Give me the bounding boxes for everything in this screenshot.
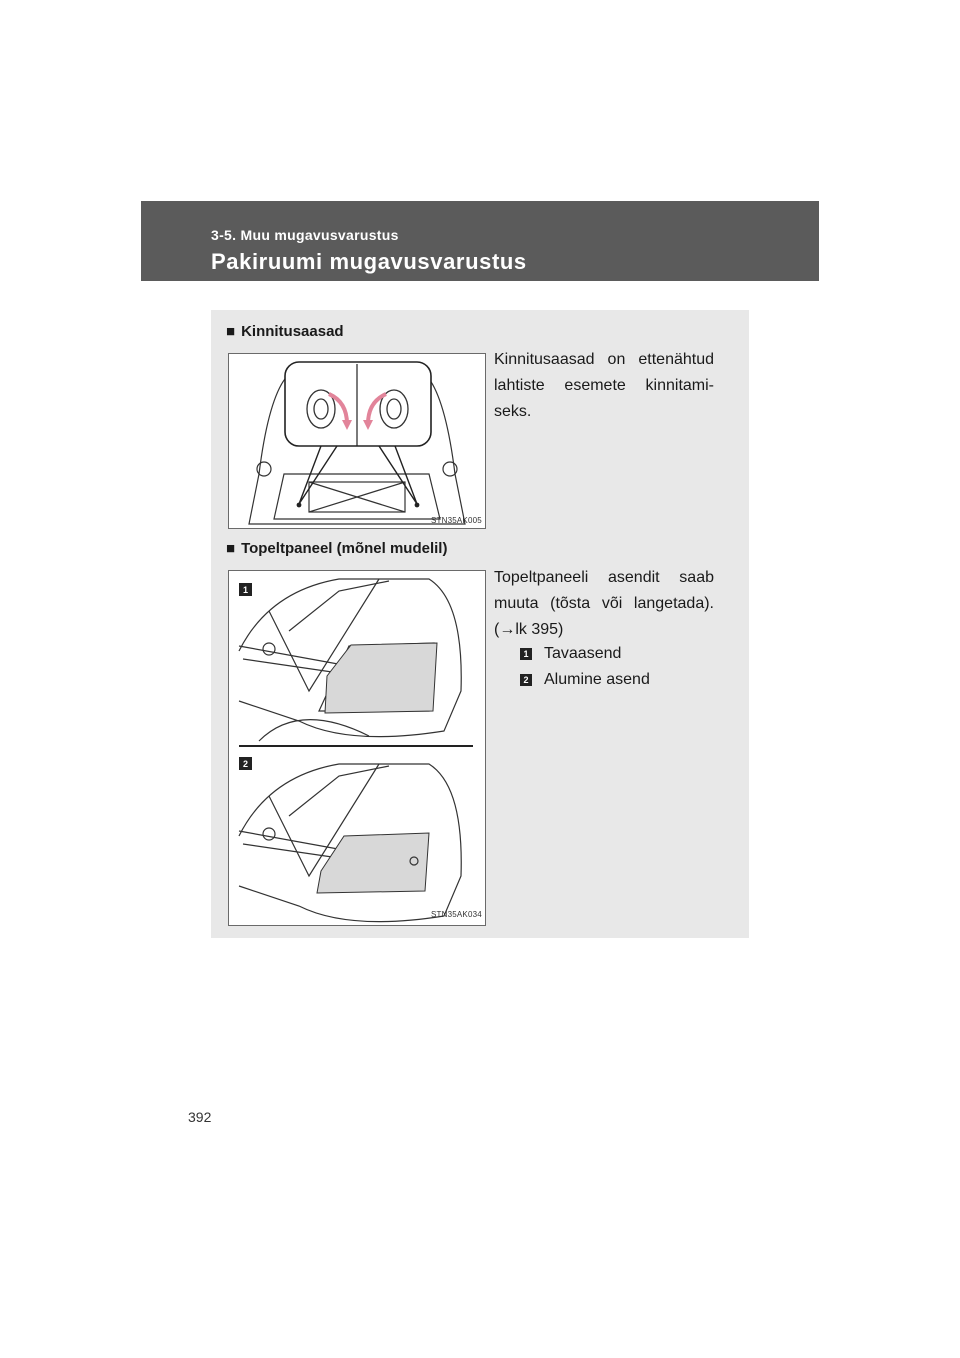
legend-item: [520, 671, 650, 689]
figure-code: STN35AK005: [431, 516, 482, 525]
legend-label: Alumine asend: [544, 671, 650, 688]
heading-kinnitusaasad-text: Kinnitusaasad: [241, 323, 344, 340]
cargo-hooks-illustration-icon: [229, 354, 485, 528]
bullet-square-icon: ■: [226, 540, 236, 557]
legend-item: [520, 645, 621, 663]
kinnitusaasad-description: Kinnitusaasad on ettenähtud lahtiste esemete kinnitami-seks.: [494, 351, 714, 420]
topeltpaneel-description: Topeltpaneeli asendit saab muuta (tõsta või langetada). (→lk 395): [494, 569, 714, 638]
page-number: 392: [188, 1109, 212, 1125]
number-badge-1: 1: [520, 648, 532, 660]
figure-cargo-hooks: [228, 353, 486, 529]
page-title: Pakiruumi mugavusvarustus: [211, 249, 527, 274]
deck-board-illustration-icon: [229, 571, 485, 925]
heading-topeltpaneel-text: Topeltpaneel (mõnel mudelil): [241, 540, 448, 557]
figure-code: STN35AK034: [431, 910, 482, 919]
number-badge-2: 2: [520, 674, 532, 686]
legend-label: Tavaasend: [544, 645, 622, 662]
figure-badge-1: 1: [239, 583, 252, 596]
heading-topeltpaneel: [226, 540, 447, 557]
heading-kinnitusaasad: [226, 323, 344, 340]
figure-deck-board: [228, 570, 486, 926]
bullet-square-icon: ■: [226, 323, 236, 340]
figure-badge-2: 2: [239, 757, 252, 770]
section-label: 3-5. Muu mugavusvarustus: [211, 227, 399, 243]
chapter-header: [141, 201, 819, 281]
